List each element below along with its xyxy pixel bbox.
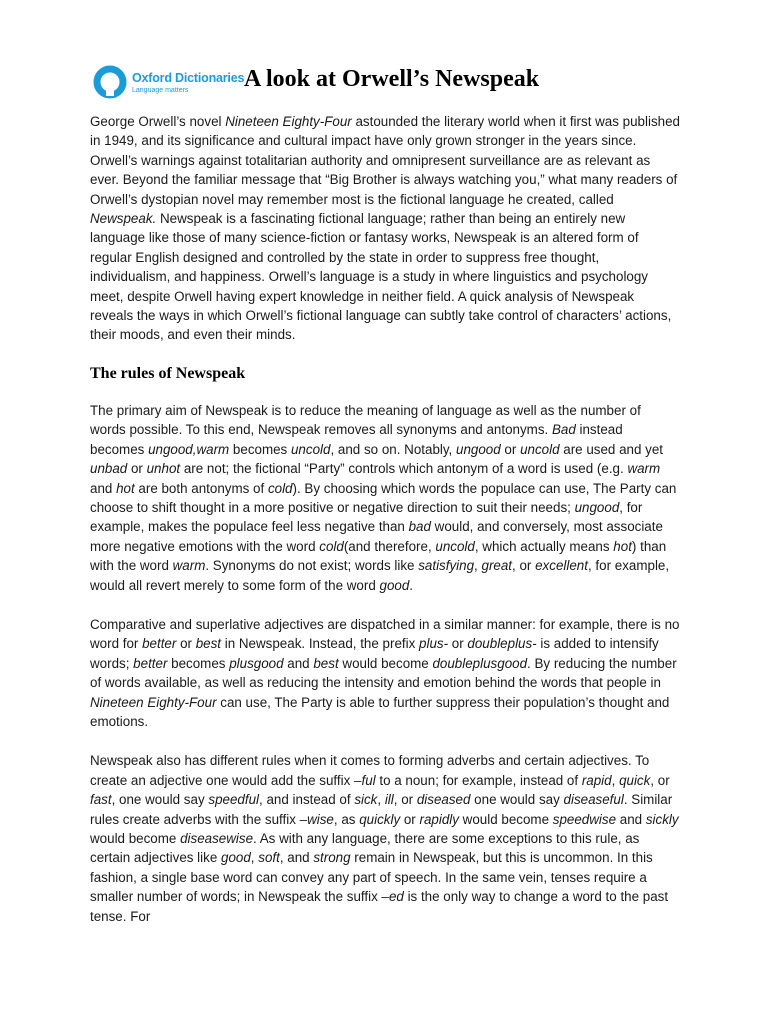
italic-term: cold [319, 538, 344, 554]
text-run: remain in Newspeak, but this is uncommon. In this fashion, a single base word can convey any part of speech. In the same vein, tenses require a smaller number of words; in Newspeak the suffix [90, 850, 653, 905]
italic-term: plusgood [229, 655, 284, 671]
text-run: Comparative and superlative adjectives are dispatched in a similar manner: for example, there is no word for [90, 616, 680, 652]
text-run: or [500, 441, 521, 457]
article-body [90, 112, 680, 946]
italic-term: diseasewise [180, 831, 254, 846]
italic-term: rapid [581, 772, 612, 788]
paragraph-intro [90, 112, 680, 345]
text-run: . Synonyms do not exist; words like [205, 558, 419, 574]
italic-term: good [221, 850, 251, 866]
text-run: , as [333, 811, 360, 827]
text-run: are both antonyms of [134, 480, 268, 496]
italic-term: speedful [208, 792, 260, 808]
text-run: becomes [229, 441, 291, 457]
text-run: and [616, 811, 646, 827]
text-run: can use, The Party is able to further suppress their population’s thought and emotions. [90, 694, 670, 729]
italic-term: uncold [290, 441, 331, 457]
italic-term: warm [627, 461, 661, 477]
text-run: ). By choosing which words the populace can use, The Party can choose to shift thought in a more positive or negative direction to suit their needs; [90, 480, 677, 515]
logo-tagline: Language matters [132, 87, 189, 94]
italic-term: –ful [354, 772, 376, 788]
text-run: , one would say [111, 792, 209, 808]
text-run: , for example, would all revert merely to some form of the word [90, 558, 670, 593]
text-run: is the only way to change a word to the past tense. For [90, 889, 669, 924]
italic-term: ungood [574, 499, 620, 515]
paragraph-rules [90, 401, 680, 595]
italic-term: quick [619, 772, 651, 788]
italic-term: satisfying [418, 558, 475, 574]
text-run: , which actually means [474, 538, 614, 554]
italic-term: Nineteen Eighty-Four [90, 694, 217, 710]
italic-term: –ed [381, 889, 404, 905]
italic-term: uncold [520, 441, 560, 457]
paragraph-comparatives [90, 615, 680, 731]
italic-term: unbad [90, 461, 128, 477]
italic-term: quickly [359, 811, 401, 827]
paragraph-adverbs [90, 751, 680, 926]
text-run: , or [512, 558, 536, 574]
italic-term: Newspeak. [90, 211, 157, 227]
page-title: A look at Orwell’s Newspeak [244, 66, 540, 92]
italic-term: sickly [645, 811, 679, 827]
text-run: , [474, 558, 482, 574]
italic-term: diseaseful [563, 792, 624, 808]
italic-term: doubleplusgood [432, 655, 528, 671]
text-run: , and instead of [259, 792, 355, 808]
text-run: . Similar rules create adverbs with the suffix [90, 792, 673, 827]
text-run: or [176, 636, 196, 652]
oxford-dictionaries-logo [92, 64, 245, 104]
text-run: to a noun; for example, instead of [375, 772, 582, 788]
text-run: Newspeak is a fascinating fictional language; rather than being an entirely new language like those of many science-fiction or fantasy works, Newspeak is an altered form of regular English designed and controlled by the state in order to suppress free thought, individualism, and happiness. Orwell’s language is a study in where linguistics and psychology meet, despite Orwell having expert knowledge in neither field. A quick analysis of Newspeak reveals the ways in which Orwell’s fictional language can subtly take control of characters’ actions, their moods, and even their minds. [90, 211, 672, 343]
italic-term: bad [408, 519, 431, 535]
text-run: , and [279, 850, 314, 866]
text-run: is added to intensify words; [90, 636, 659, 671]
text-run: in Newspeak. Instead, the prefix [221, 636, 420, 652]
italic-term: cold [267, 480, 293, 496]
italic-term: hot [116, 480, 135, 496]
italic-term: sick [354, 792, 378, 808]
italic-term: excellent [535, 558, 588, 574]
text-run: . [409, 577, 414, 593]
text-run: or [127, 461, 147, 477]
italic-term: ungood,warm [148, 441, 230, 457]
text-run: , [377, 792, 385, 808]
text-run: or [448, 636, 468, 652]
italic-term: great [481, 558, 513, 574]
italic-term: good [379, 577, 410, 593]
italic-term: diseased [416, 792, 471, 808]
italic-term: better [142, 636, 177, 652]
italic-term: plus- [419, 636, 449, 652]
text-run: would become [458, 811, 553, 827]
text-run: becomes [167, 655, 230, 671]
text-run: and [283, 655, 314, 671]
text-run: are used and yet [559, 441, 664, 457]
italic-term: unhot [146, 461, 181, 477]
italic-term: ungood [456, 441, 501, 457]
italic-term: best [195, 636, 222, 652]
italic-term: speedwise [552, 811, 617, 827]
italic-term: Bad [551, 422, 576, 438]
text-run: , for example, makes the populace feel less negative than [90, 499, 643, 535]
italic-term: fast [90, 792, 112, 808]
text-run: , and so on. Notably, [330, 441, 457, 457]
italic-term: rapidly [419, 811, 459, 827]
header [92, 62, 692, 108]
text-run: one would say [470, 792, 564, 808]
text-run: astounded the literary world when it first was published in 1949, and its significance and cultural impact have only grown stronger in the years since. Orwell’s warnings against totalitarian authority and omnipresent surveillance are as relevant as ever. Beyond the familiar message that “Big Brother is always watching you,” what many readers of Orwell’s dystopian novel may remember most is the fictional language he created, called [90, 114, 680, 207]
italic-term: hot [613, 538, 632, 554]
text-run: . By reducing the number of words available, as well as reducing the intensity and emotion behind the words that people in [90, 655, 677, 691]
text-run: . As with any language, there are some exceptions to this rule, as certain adjectives like [90, 831, 640, 866]
italic-term: better [133, 655, 168, 671]
italic-term: strong [313, 850, 351, 866]
text-run: The primary aim of Newspeak is to reduce the meaning of language as well as the number of words possible. To this end, Newspeak removes all synonyms and antonyms. [90, 402, 641, 438]
italic-term: best [313, 655, 339, 671]
text-run: and [90, 480, 117, 496]
italic-term: ill [384, 792, 394, 808]
italic-term: Nineteen Eighty-Four [225, 114, 352, 129]
italic-term: –wise [299, 811, 334, 827]
text-run: would, and conversely, most associate more negative emotions with the word [90, 519, 663, 554]
text-run: would become [338, 655, 433, 671]
text-run: would become [90, 831, 181, 846]
italic-term: warm [172, 558, 206, 574]
section-heading: The rules of Newspeak [90, 364, 246, 382]
italic-term: uncold [435, 538, 475, 554]
text-run: or [400, 811, 420, 827]
italic-term: soft [258, 850, 280, 866]
text-run: , [611, 772, 620, 788]
text-run: ) than with the word [90, 538, 667, 574]
text-run: George Orwell’s novel [90, 114, 226, 129]
text-run: , [250, 850, 259, 866]
italic-term: doubleplus- [467, 636, 537, 652]
text-run: , or [650, 772, 670, 788]
text-run: instead becomes [90, 422, 623, 457]
logo-name: Oxford Dictionaries [132, 71, 245, 85]
text-run: Newspeak also has different rules when it comes to forming adverbs and certain adjectives. To create an adjective one would add the suffix [90, 753, 650, 788]
text-run: , or [393, 792, 417, 808]
text-run: (and therefore, [343, 538, 436, 554]
text-run: are not; the fictional “Party” controls which antonym of a word is used (e.g. [180, 461, 628, 477]
logo-circle-icon [92, 64, 128, 100]
